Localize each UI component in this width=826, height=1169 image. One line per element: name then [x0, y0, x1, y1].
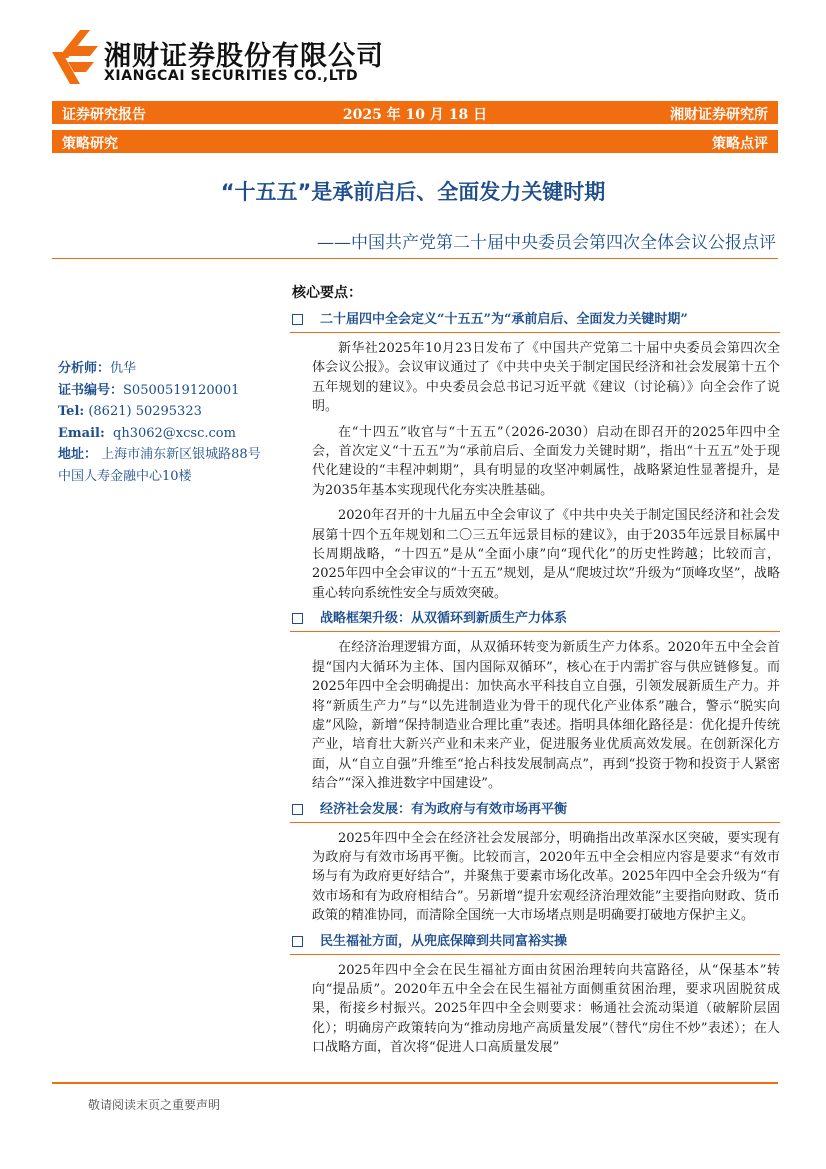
section-heading — [290, 609, 780, 632]
footer-disclaimer: 敬请阅读末页之重要声明 — [88, 1098, 221, 1112]
paragraph: 在经济治理逻辑方面，从双循环转变为新质生产力体系。2020年五中全会首提“国内大循环为主体、国内国际双循环”，核心在于内需扩容与供应链修复。而2025年四中全会明确提出：加快高水平科技自立自强，引领发展新质生产力。并将“新质生产力”与“以先进制造业为骨干的现代化产业体系”融合，警示“脱实向虚”风险，新增“保持制造业合理比重”表述。指明具体细化路径是：优化提升传统产业，培育壮大新兴产业和未来产业，促进服务业优质高效发展。在创新深化方面，从“自立自强”升维至“抢占科技发展制高点”，再到“投资于物和投资于人紧密结合”“深入推进数字中国建设”。 — [312, 640, 780, 792]
section-2 — [290, 609, 780, 793]
header-bar-bottom — [52, 130, 778, 153]
section-heading — [290, 310, 780, 333]
report-date: 2025 年 10 月 18 日 — [342, 107, 488, 123]
report-subtitle: ——中国共产党第二十届中央委员会第四次全体会议公报点评 — [317, 233, 776, 253]
company-logo-icon — [50, 28, 100, 86]
analyst-address-row — [58, 444, 288, 466]
section-heading-text: 民生福祉方面，从兜底保障到共同富裕实操 — [320, 933, 568, 949]
analyst-name-label: 分析师： — [58, 361, 111, 376]
analyst-name: 仇华 — [110, 361, 137, 376]
analyst-info — [58, 358, 288, 487]
analyst-name-row — [58, 358, 288, 380]
paragraph: 新华社2025年10月23日发布了《中国共产党第二十届中央委员会第四次全体会议公报》。会议审议通过了《中共中央关于制定国民经济和社会发展第十五个五年规划的建议》。中央委员会总书记习近平就《建议（讨论稿）》向全会作了说明。 — [312, 341, 780, 415]
analyst-address-label: 地址： — [58, 447, 98, 462]
header-bar-top — [52, 101, 778, 124]
checkbox-icon — [292, 936, 303, 947]
analyst-tel: (8621) 50295323 — [88, 404, 202, 419]
analyst-cert-label: 证书编号： — [58, 382, 124, 398]
section-3 — [290, 800, 780, 926]
paragraph: 2025年四中全会在民生福祉方面由贫困治理转向共富路径，从“保基本”转向“提品质”。2020年五中全会在民生福祉方面侧重贫困治理，要求巩固脱贫成果，衔接乡村振兴。2025年四中全会则要求：畅通社会流动渠道（破解阶层固化）；明确房产政策转向为“推动房地产高质量发展”（替代“房住不炒”表述）；在人口战略方面，首次将“促进人口高质量发展” — [312, 962, 780, 1056]
analyst-address-line2: 中国人寿金融中心10楼 — [58, 468, 192, 484]
institute-name: 湘财证券研究所 — [670, 107, 768, 123]
analyst-address-line1: 上海市浦东新区银城路88号 — [101, 447, 261, 462]
analyst-tel-row — [58, 401, 288, 423]
checkbox-icon — [292, 804, 303, 815]
section-heading-text: 经济社会发展：有为政府与有效市场再平衡 — [320, 801, 568, 817]
report-category: 策略研究 — [62, 136, 118, 152]
paragraph: 2025年四中全会在经济社会发展部分，明确指出改革深水区突破，要实现有为政府与有效市场再平衡。比较而言，2020年五中全会相应内容是要求“有效市场与有为政府更好结合”，并聚焦于要素市场化改革。2025年四中全会升级为“有效市场和有为政府相结合”。另新增“提升宏观经济治理效能”主要指向财政、货币政策的精准协同，而清除全国统一大市场堵点则是明确要打破地方保护主义。 — [312, 830, 780, 924]
title-divider — [52, 258, 778, 259]
analyst-cert-row — [58, 380, 288, 402]
paragraph: 2020年召开的十九届五中全会审议了《中共中央关于制定国民经济和社会发展第十四个五年规划和二〇三五年远景目标的建议》，由于2035年远景目标属中长周期战略，“十四五”是从“全面小康”向“现代化”的历史性跨越；比较而言，2025年四中全会审议的“十五五”规划，是从“爬坡过坎”升级为“顶峰攻坚”，战略重心转向系统性安全与质效突破。 — [312, 508, 780, 601]
checkbox-icon — [292, 613, 303, 624]
analyst-tel-label: Tel: — [58, 404, 85, 419]
company-name-en: XIANGCAI SECURITIES CO.,LTD — [104, 68, 359, 84]
analyst-cert: S0500519120001 — [123, 382, 240, 398]
company-name-cn: 湘财证券股份有限公司 — [104, 41, 384, 72]
section-heading-text: 二十届四中全会定义“十五五”为“承前启后、全面发力关键时期” — [320, 312, 688, 327]
paragraph: 在“十四五”收官与“十五五”（2026-2030）启动在即召开的2025年四中全会，首次定义“十五五”为“承前启后、全面发力关键时期”，指出“十五五”处于现代化建设的“丰程冲刺期”，具有明显的攻坚冲刺属性，战略紧迫性显著提升，是为2035年基本实现现代化夯实决胜基础。 — [312, 424, 780, 498]
analyst-email-label: Email: — [58, 425, 105, 441]
section-heading — [290, 932, 780, 955]
report-subcategory: 策略点评 — [712, 136, 768, 152]
section-heading-text: 战略框架升级：从双循环到新质生产力体系 — [320, 611, 568, 627]
footer-divider — [52, 1082, 778, 1084]
main-content — [290, 282, 780, 1064]
checkbox-icon — [292, 314, 303, 325]
report-type: 证券研究报告 — [62, 107, 146, 123]
core-points-title: 核心要点： — [292, 285, 362, 301]
analyst-email-row — [58, 423, 288, 445]
report-title: “十五五”是承前启后、全面发力关键时期 — [220, 180, 606, 204]
section-4 — [290, 932, 780, 1058]
section-heading — [290, 800, 780, 823]
section-1 — [290, 310, 780, 603]
analyst-email[interactable]: qh3062@xcsc.com — [113, 425, 236, 441]
